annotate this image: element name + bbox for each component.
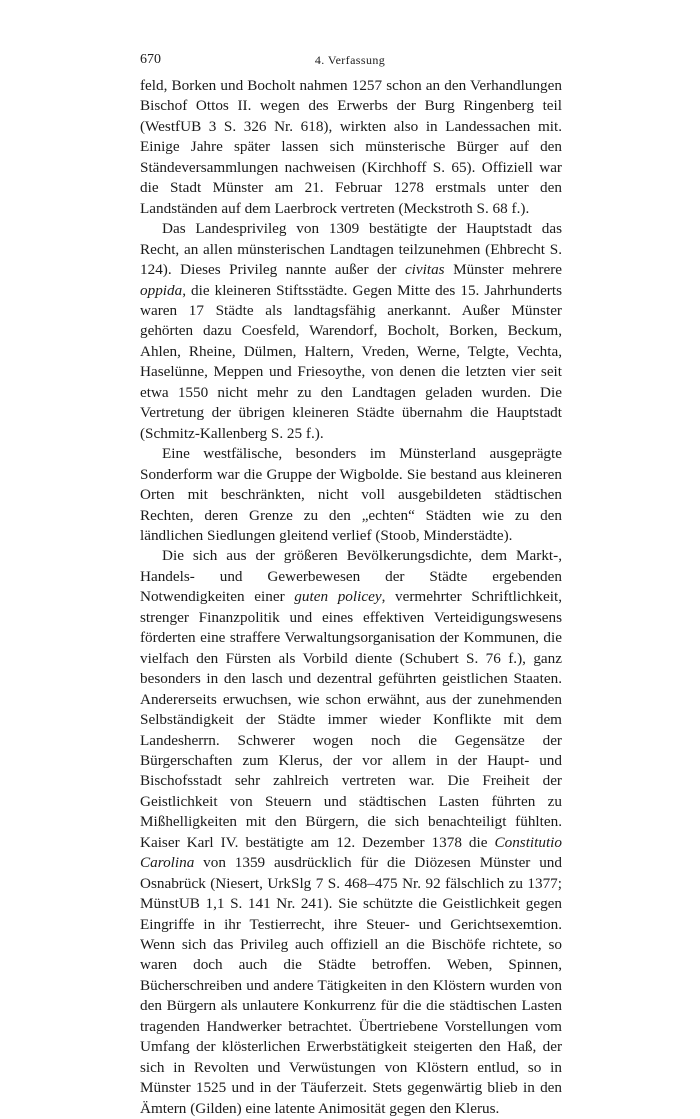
running-title: 4. Verfassung bbox=[314, 53, 386, 67]
page-header bbox=[140, 52, 560, 74]
italic-term: oppida bbox=[140, 281, 183, 299]
paragraph-3 bbox=[140, 444, 562, 546]
paragraph-2 bbox=[140, 219, 562, 444]
text-run: feld, Borken und Bocholt nahmen 1257 schon an den Verhandlungen Bischof Ottos II. wegen des Erwerbs der Burg Ringenberg teil (WestfUB 3 S. 326 Nr. 618), wirkten also in Landessachen mit. Einige Jahre später lassen sich münsterische Bürger auf den Ständeversammlungen nachweisen (Kirchhoff S. 65). Offiziell war die Stadt Münster am 21. Februar 1278 erstmals unter den Landständen auf dem Laerbrock vertreten (Meckstroth S. 68 f.). bbox=[140, 77, 562, 217]
paragraph-4 bbox=[140, 546, 562, 1119]
text-run: Die sich aus der größeren Bevölkerungsdichte, dem Markt-, Handels- und Gewerbewesen der Städte ergebenden Notwendigkeiten einer bbox=[140, 547, 562, 606]
italic-term: guten policey bbox=[294, 588, 382, 606]
text-run: von 1359 ausdrücklich für die Diözesen Münster und Osnabrück (Niesert, UrkSlg 7 S. 468–475 Nr. 92 fälschlich zu 1377; MünstUB 1,1 S. 141 Nr. 241). Sie schützte die Geistlichkeit gegen Eingriffe in ihr Testierrecht, ihre Steuer- und Gerichtsexemtion. Wenn sich das Privileg auch offiziell an die Bischöfe richtete, so waren doch auch die Städte betroffen. Weben, Spinnen, Bücherschreiben und andere Tätigkeiten in den Klöstern wurden von den Bürgern als unlautere Konkurrenz für die die städtischen Lasten tragenden Handwerker betrachtet. Übertriebene Vorstellungen vom Umfang der klösterlichen Erwerbstätigkeit steigerten den Haß, der sich in Revolten und Verwüstungen von Klöstern entlud, so in Münster 1525 und in der Täuferzeit. Stets gegenwärtig blieb in den Ämtern (Gilden) eine latente Animosität gegen den Klerus. bbox=[140, 854, 562, 1117]
italic-term: civitas bbox=[404, 261, 445, 279]
body-text bbox=[140, 76, 562, 1119]
text-run: , vermehrter Schriftlichkeit, strenger Finanzpolitik und eines effektiven Verteidigungswesens förderten eine straffere Verwaltungsorganisation der Kommunen, die vielfach den Fürsten als Vorbild diente (Schubert S. 76 f.), ganz besonders in den lasch und dezentral geführten geistlichen Staaten. Andererseits erwuchsen, wie schon erwähnt, aus der zunehmenden Selbständigkeit der Städte immer wieder Konflikte mit dem Landesherrn. Schwerer wogen noch die Gegensätze der Bürgerschaften zum Klerus, der vor allem in der Haupt- und Bischofsstadt sehr zahlreich vertreten war. Die Freiheit der Geistlichkeit von Steuern und städtischen Lasten führten zu Mißhelligkeiten mit den Bürgern, die sich benachteiligt fühlten. Kaiser Karl IV. bestätigte am 12. Dezember 1378 die bbox=[140, 588, 562, 851]
text-run: Münster mehrere bbox=[444, 261, 562, 279]
page-number: 670 bbox=[140, 52, 161, 67]
paragraph-1 bbox=[140, 76, 562, 219]
text-run: Eine westfälische, besonders im Münsterland ausgeprägte Sonderform war die Gruppe der Wigbolde. Sie bestand aus kleineren Orten mit beschränkten, nicht voll ausgebildeten städtischen Rechten, deren Grenze zu den „echten“ Städten wie zu den ländlichen Siedlungen gleitend verlief (Stoob, Minderstädte). bbox=[140, 445, 562, 544]
text-run: Das Landesprivileg von 1309 bestätigte der Hauptstadt das Recht, an allen münsterischen Landtagen teilzunehmen (Ehbrecht S. 124). Dieses Privileg nannte außer der bbox=[140, 220, 562, 279]
text-run: , die kleineren Stiftsstädte. Gegen Mitte des 15. Jahrhunderts waren 17 Städte als landtagsfähig anerkannt. Außer Münster gehörten dazu Coesfeld, Warendorf, Bocholt, Borken, Beckum, Ahlen, Rheine, Dülmen, Haltern, Vreden, Werne, Telgte, Vechta, Haselünne, Meppen und Friesoythe, von denen die letzten vier seit etwa 1550 nicht mehr zu den Landtagen geladen wurden. Die Vertretung der übrigen kleineren Städte übernahm die Hauptstadt (Schmitz-Kallenberg S. 25 f.). bbox=[140, 281, 562, 442]
italic-term: Constitutio Carolina bbox=[140, 833, 562, 872]
